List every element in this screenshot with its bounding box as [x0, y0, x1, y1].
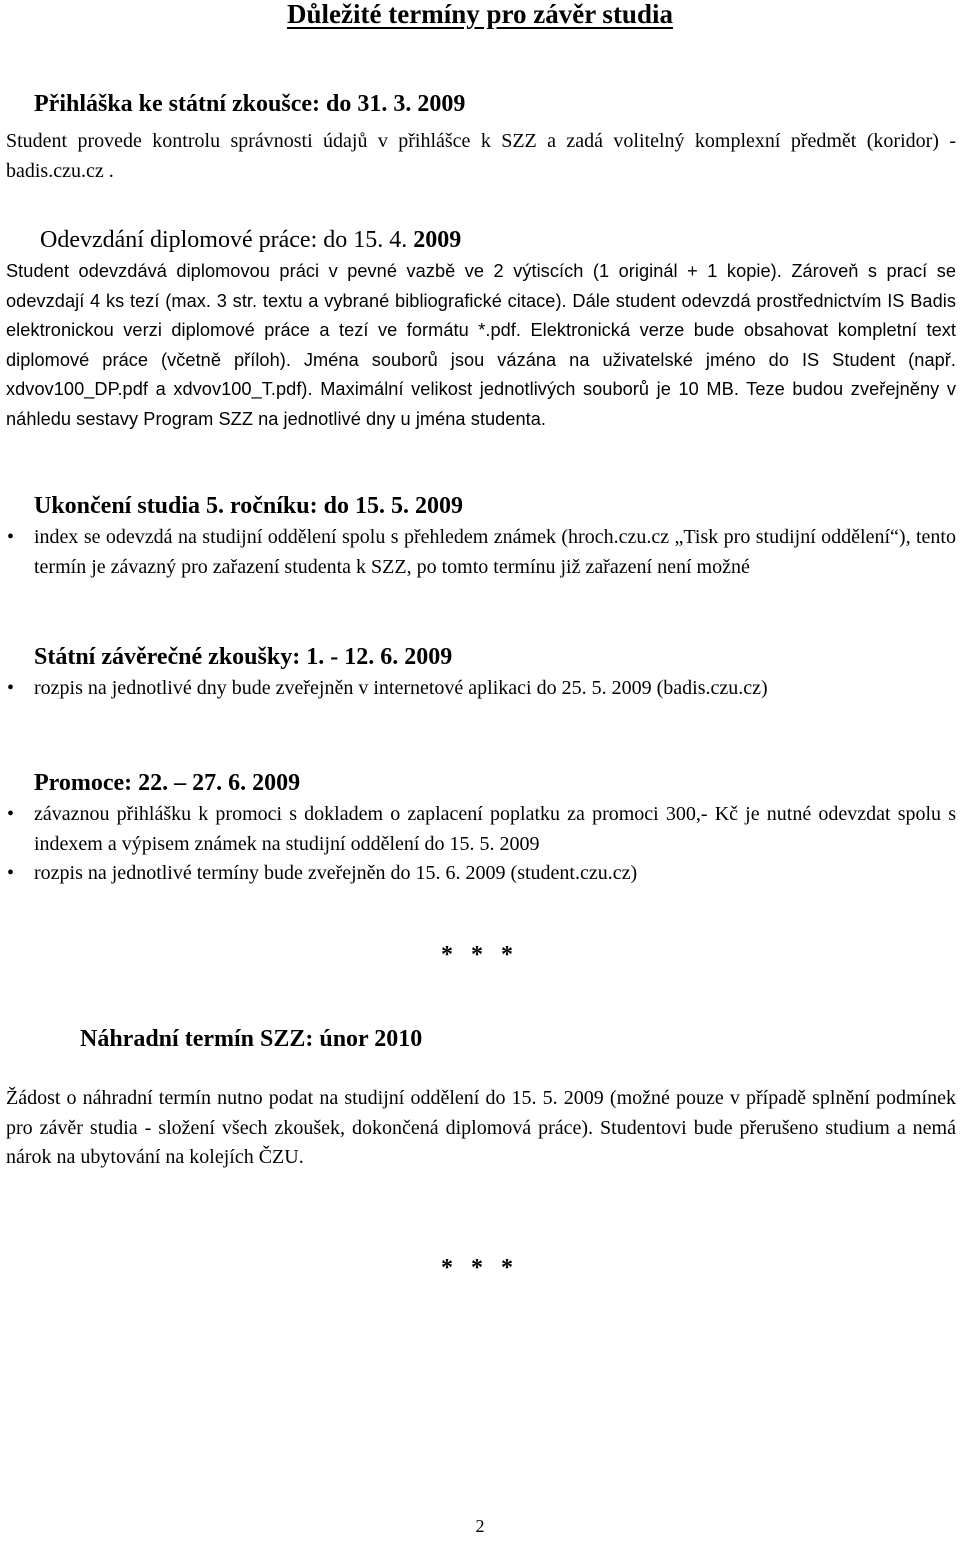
page-title: Důležité termíny pro závěr studia: [287, 0, 673, 29]
bullet-icon: •: [7, 862, 15, 884]
section-heading-prihlaska: Přihláška ke státní zkoušce: do 31. 3. 2009: [34, 91, 466, 117]
bullet-icon: •: [7, 526, 15, 548]
bullet-icon: •: [7, 803, 15, 825]
list-item: • závaznou přihlášku k promoci s dokladem o zaplacení poplatku za promoci 300,- Kč je nutné odevzdat spolu s indexem a výpisem známek na studijní oddělení do 15. 5. 2009: [6, 800, 956, 859]
section-heading-szz: Státní závěrečné zkoušky: 1. - 12. 6. 2009: [34, 644, 453, 670]
section-heading-odevzdani: Odevzdání diplomové práce: do 15. 4. 2009: [40, 227, 462, 253]
separator-stars: * * *: [441, 1255, 519, 1281]
section-heading-promoce: Promoce: 22. – 27. 6. 2009: [34, 770, 301, 796]
section-heading-nahradni: Náhradní termín SZZ: únor 2010: [80, 1026, 423, 1052]
list-promoce: [6, 800, 956, 889]
section-text-odevzdani: Student odevzdává diplomovou práci v pevné vazbě ve 2 výtiscích (1 originál + 1 kopie). Zároveň s prací se odevzdají 4 ks tezí (max. 3 str. textu a vybrané bibliografické citace). Dále student odevzdá prostřednictvím IS Badis elektronickou verzi diplomové práce a tezí ve formátu *.pdf. Elektronická verze bude obsahovat kompletní text diplomové práce (včetně příloh). Jména souborů jsou vázána na uživatelské jméno do IS Student (např. xdvov100_DP.pdf a xdvov100_T.pdf). Maximální velikost jednotlivých souborů je 10 MB. Teze budou zveřejněny v náhledu sestavy Program SZZ na jednotlivé dny u jména studenta.: [6, 261, 956, 429]
list-item: • rozpis na jednotlivé dny bude zveřejněn v internetové aplikaci do 25. 5. 2009 (badis.czu.cz): [6, 674, 956, 704]
separator-stars: * * *: [441, 942, 519, 968]
section-heading-ukonceni: Ukončení studia 5. ročníku: do 15. 5. 2009: [34, 493, 463, 519]
list-szz: [6, 674, 956, 704]
bullet-icon: •: [7, 677, 15, 699]
list-ukonceni: [6, 523, 956, 582]
list-item: • rozpis na jednotlivé termíny bude zveřejněn do 15. 6. 2009 (student.czu.cz): [6, 859, 956, 889]
list-item: • index se odevzdá na studijní oddělení spolu s přehledem známek (hroch.czu.cz „Tisk pro studijní oddělení“), tento termín je závazný pro zařazení studenta k SZZ, po tomto termínu již zařazení není možné: [6, 523, 956, 582]
section-text-nahradni: Žádost o náhradní termín nutno podat na studijní oddělení do 15. 5. 2009 (možné pouze v případě splnění podmínek pro závěr studia - složení všech zkoušek, dokončená diplomová práce). Studentovi bude přerušeno studium a nemá nárok na ubytování na kolejích ČZU.: [6, 1087, 956, 1168]
page-number: 2: [475, 1516, 485, 1536]
section-text-prihlaska: Student provede kontrolu správnosti údajů v přihlášce k SZZ a zadá volitelný komplexní předmět (koridor) - badis.czu.cz .: [6, 130, 956, 182]
